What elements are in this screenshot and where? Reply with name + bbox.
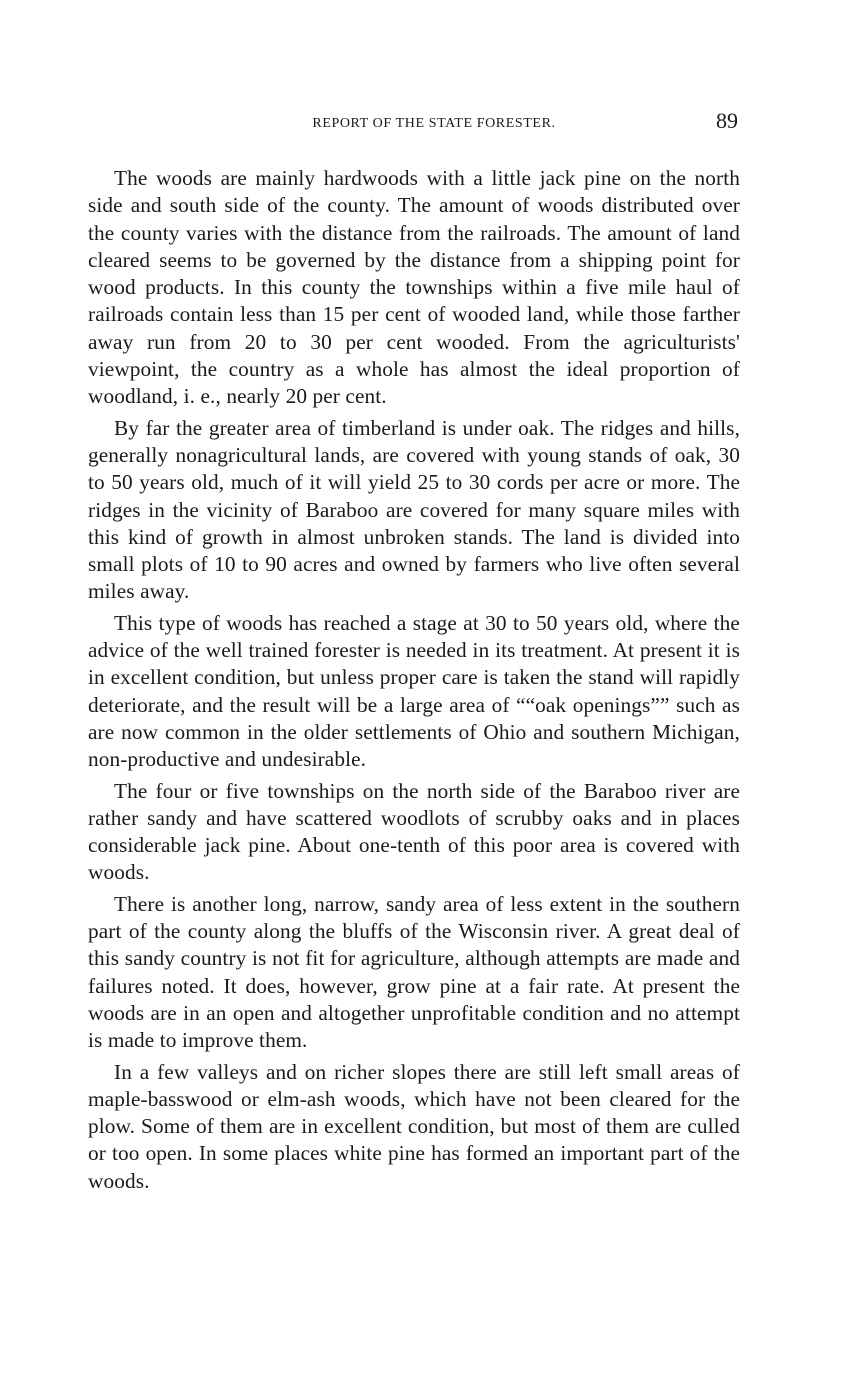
running-title: REPORT OF THE STATE FORESTER. — [312, 116, 556, 131]
running-header — [88, 108, 740, 138]
paragraph-5: There is another long, narrow, sandy area of less extent in the southern part of the county along the bluffs of the Wisconsin river. A great deal of this sandy country is not fit for agriculture, although attempts are made and failures noted. It does, however, grow pine at a fair rate. At present the woods are in an open and altogether unprofitable condition and no attempt is made to improve them. — [88, 891, 740, 1053]
paragraph-2: By far the greater area of timberland is under oak. The ridges and hills, generally nonagricultural lands, are covered with young stands of oak, 30 to 50 years old, much of it will yield 25 to 30 cords per acre or more. The ridges in the vicinity of Baraboo are covered for many square miles with this kind of growth in almost unbroken stands. The land is divided into small plots of 10 to 90 acres and owned by farmers who live often several miles away. — [88, 415, 740, 604]
paragraph-6: In a few valleys and on richer slopes there are still left small areas of maple-basswood or elm-ash woods, which have not been cleared for the plow. Some of them are in excellent condition, but most of them are culled or too open. In some places white pine has formed an important part of the woods. — [88, 1059, 740, 1193]
paragraph-3: This type of woods has reached a stage at 30 to 50 years old, where the advice of the well trained forester is needed in its treatment. At present it is in excellent condition, but unless proper care is taken the stand will rapidly deteriorate, and the result will be a large area of ““oak openings”” such as are now common in the older settlements of Ohio and southern Michigan, non-productive and undesirable. — [88, 610, 740, 772]
page-number: 89 — [716, 108, 738, 133]
paragraph-1: The woods are mainly hardwoods with a little jack pine on the north side and south side of the county. The amount of woods distributed over the county varies with the distance from the railroads. The amount of land cleared seems to be governed by the distance from a shipping point for wood products. In this county the townships within a five mile haul of railroads contain less than 15 per cent of wooded land, while those farther away run from 20 to 30 per cent wooded. From the agriculturists' viewpoint, the country as a whole has almost the ideal proportion of woodland, i. e., nearly 20 per cent. — [88, 166, 740, 409]
body-text — [88, 165, 740, 1199]
paragraph-4: The four or five townships on the north side of the Baraboo river are rather sandy and have scattered woodlots of scrubby oaks and in places considerable jack pine. About one-tenth of this poor area is covered with woods. — [88, 778, 740, 885]
